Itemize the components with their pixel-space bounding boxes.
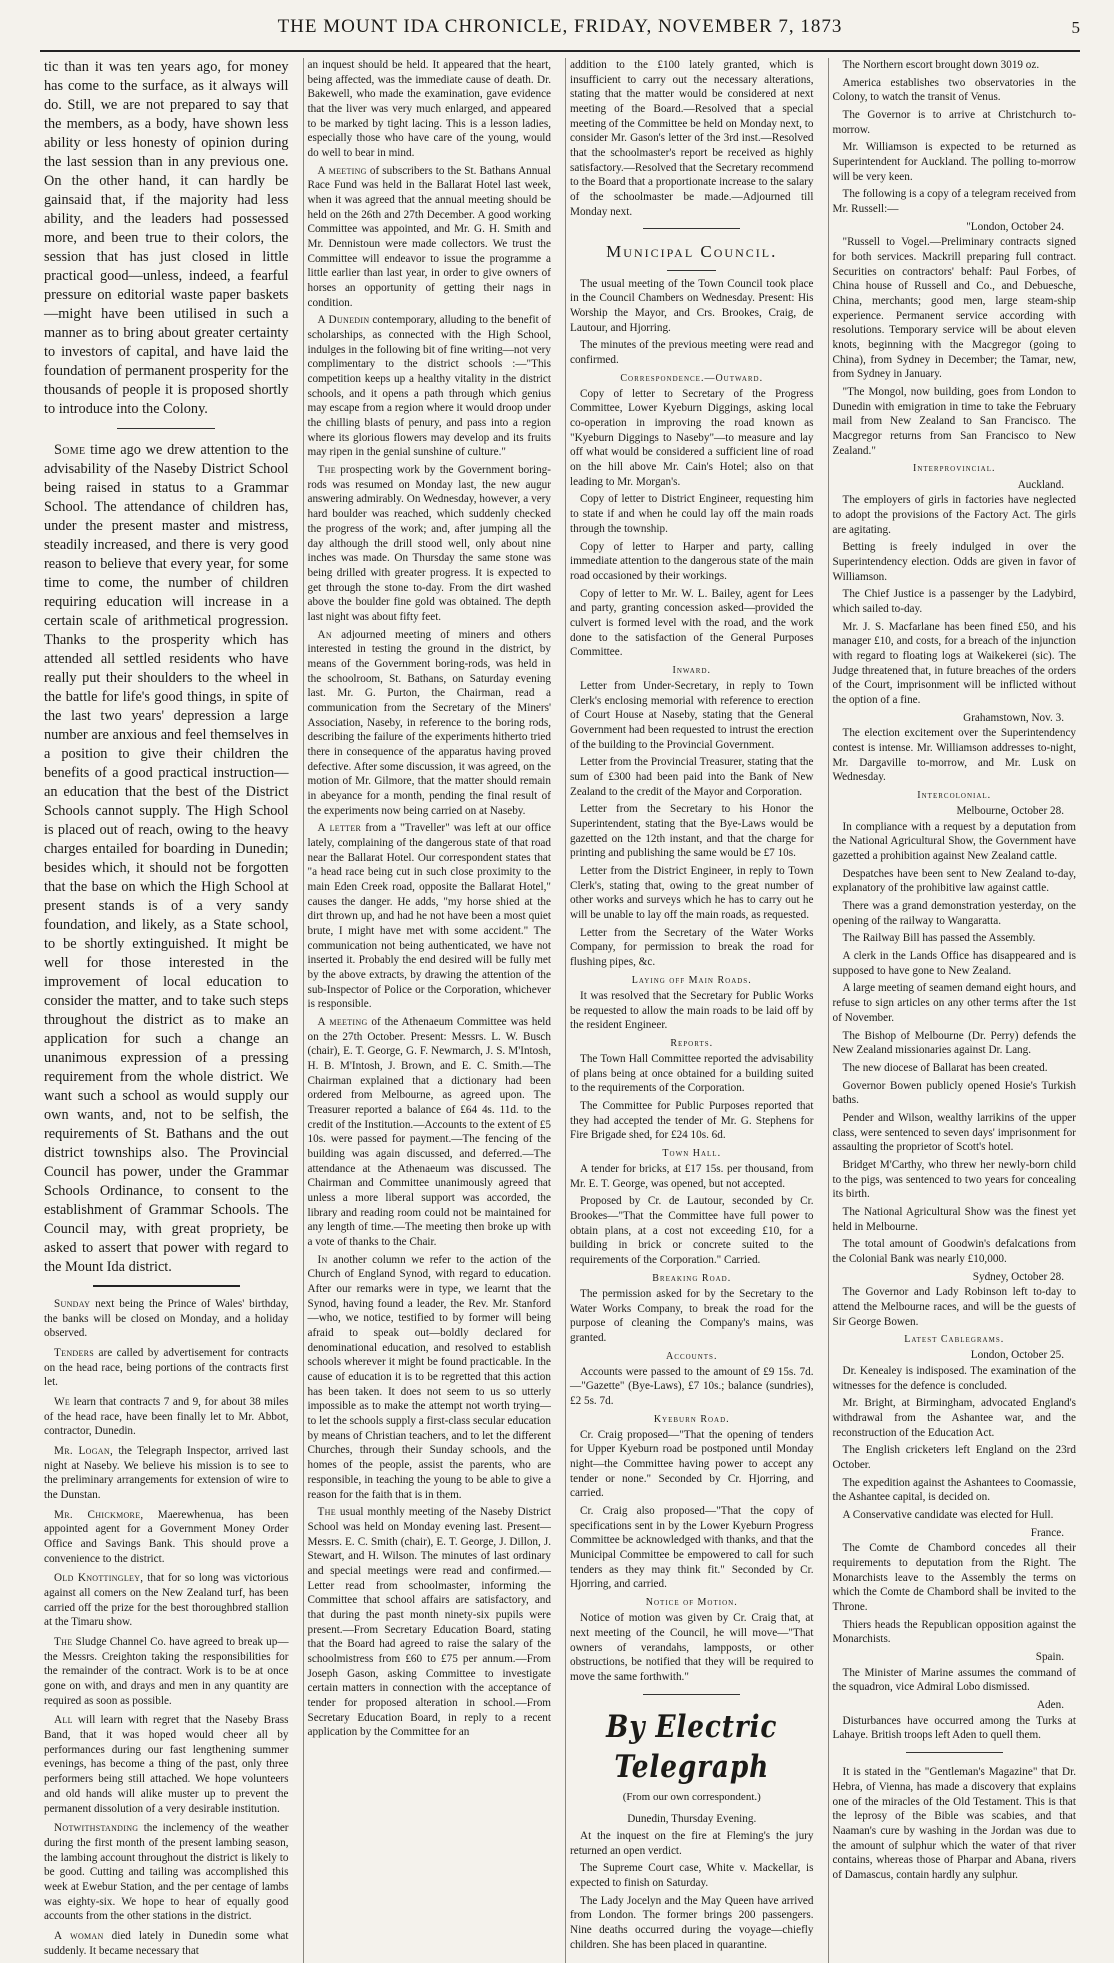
lead-word: The [317, 1506, 336, 1519]
news-item [44, 1297, 289, 1341]
column-divider [93, 1285, 240, 1287]
telegraph-item: Disturbances have occurred among the Turks at Lahaye. British troops left Aden to quell them. [832, 1714, 1076, 1742]
place-dateline: Spain. [1035, 1651, 1064, 1664]
news-text: will learn with regret that the Naseby Brass Band, that it was hoped would cheer all by performances during our fast lengthening summer evenings, has become a thing of the past, only three performers being still attached. We hope volunteers and old hands will alike muster up to prevent the permanent dissolution of a very desirable institution. [44, 1714, 289, 1815]
place-dateline: France. [1030, 1526, 1064, 1539]
report-paragraph: Cr. Craig proposed—"That the opening of tenders for Upper Kyeburn road be postponed until Monday night—the Committee having power to accept any tender or none." Seconded by Cr. Hjorring, and carried. [570, 1428, 814, 1500]
telegraph-item: The Governor is to arrive at Christchurch to-morrow. [832, 109, 1076, 136]
report-paragraph: Copy of letter to Mr. W. L. Bailey, agent for Lees and party, granting concession asked—provided the culvert is formed level with the road, and the work done to the satisfaction of the General Purposes Committee. [570, 587, 814, 659]
heading-rule [667, 270, 716, 271]
news-text: are called by advertisement for contracts on the head race, being portions of the contracts first let. [44, 1347, 289, 1389]
news-text: contemporary, alluding to the benefit of scholarships, as connected with the High School, indulges in the following bit of fine writing—not very complimentary to the district schools :—"This competition keeps up a healthy vitality in the district schools, and it opens a path through which genius may escape from a region where it would droop under the chilling blasts of penury, and pass into a region where its glorious flowers may develop and its fruits may ripen in the genial sunshine of culture." [307, 314, 551, 459]
column-4 [828, 58, 1081, 1963]
column-2 [303, 58, 556, 1963]
telegraph-item: Dr. Kenealey is indisposed. The examination of the witnesses for the defence is concluded. [832, 1365, 1076, 1392]
report-paragraph: Letter from Under-Secretary, in reply to Town Clerk's enclosing memorial with reference to erection of Court House at Naseby, stating that the General Government had been requested to intrust the erection of the building to the Provincial Government. [570, 679, 814, 751]
report-paragraph: The permission asked for by the Secretary to the Water Works Company, to break the road for the purpose of cleaning the Company's mains, was granted. [570, 1287, 814, 1344]
news-text: learn that contracts 7 and 9, for about 38 miles of the head race, have been finally let to Mr. Abbot, contractor, Dunedin. [44, 1396, 289, 1438]
news-item [44, 1508, 289, 1567]
article-paragraph: tic than it was ten years ago, for money has come to the surface, as it always will do. Still, we are not prepared to say that the members, as a body, have shown less ability or less honesty of opinion during the last session than in any previous one. On the other hand, it can hardly be gainsaid that, if the majority had less ability, and the leaders had possessed more, and been true to their colors, the session that has just closed in little practical good—unless, indeed, a fearful pressure on editorial waste paper baskets—might have been utilised in such a manner as to bring about greater certainty to investors of capital, and have laid the foundation of permanent prosperity for the thousands of people it is proposed shortly to introduce into the Colony. [44, 59, 289, 417]
news-item [308, 628, 552, 819]
news-item [44, 1821, 289, 1924]
telegraph-item: "Russell to Vogel.—Preliminary contracts signed for both services. Mackrill preparing full contract. Securities on contractors' behalf: Paul Forbes, of China house of Russell and Co., and Debuesche, China, merchants; good men, large steam-ship experience. Permanent service according with resolutions. Temporary service will be about eleven knots, beginning with the Macgregor (going to China), from Sydney in December; the Tamar, new, from Sydney in January. [832, 236, 1076, 381]
news-text: prospecting work by the Government boring-rods was resumed on Monday last, the new augur answering admirably. On Wednesday, however, a very hard boulder was reached, which suddenly checked the progress of the work; and, after jumping all the day although the drill stood well, only about nine inches was made. On Thursday the same stone was being drilled with greater progress. It is expected to get through the stone to-day. From the dirt washed above the boulder fine gold was obtained. The depth last night was about fifty feet. [307, 464, 552, 623]
news-item [308, 463, 552, 624]
article-divider [643, 1694, 740, 1695]
telegraph-item: Betting is freely indulged in over the Superintendency election. Odds are given in favor of Williamson. [832, 541, 1076, 583]
report-paragraph: A tender for bricks, at £17 15s. per thousand, from Mr. E. T. George, was opened, but not accepted. [570, 1163, 814, 1190]
page-number: 5 [1071, 18, 1080, 37]
telegraph-item: The English cricketers left England on the 23rd October. [832, 1444, 1076, 1472]
telegraph-item: The Lady Jocelyn and the May Queen have arrived from London. The former brings 200 passengers. Nine deaths occurred during the voyage—chiefly children. She has been placed in quarantine. [570, 1894, 814, 1951]
telegraph-item: Mr. J. S. Macfarlane has been fined £50, and his manager £10, and costs, for a breach of the injunction with regard to floating logs at Waikekerei (sic). The Judge threatened that, in future breaches of the orders of the Court, imprisonment will be inflicted without the option of a fine. [832, 620, 1076, 706]
news-text: from a "Traveller" was left at our office lately, complaining of the dangerous state of that road near the Ballarat Hotel. Our correspondent states that "a head race being cut in such close proximity to the main Eden Creek road, opposite the Ballarat Hotel," causes the danger. He adds, "my horse shied at the dirt thrown up, and had he not have been a most quiet brute, I might have met with some accident." The communication not being authenticated, we have not inserted it. Probably the end desired will be fully met by the above extracts, by drawing the attention of the sub-Inspector of Police or the Corporation, whichever is responsible. [307, 822, 552, 1011]
telegraph-item: Governor Bowen publicly opened Hosie's Turkish baths. [832, 1079, 1076, 1107]
lead-word: A meeting [317, 164, 367, 177]
place-dateline: Grahamstown, Nov. 3. [963, 711, 1064, 724]
dateline: Dunedin, Thursday Evening. [627, 1813, 757, 1826]
report-paragraph: Copy of letter to District Engineer, requesting him to state if and when he could lay off the main roads through the township. [570, 493, 814, 535]
telegraph-item: The expedition against the Ashantees to Coomassie, the Ashantee capital, is decided on. [832, 1476, 1076, 1504]
article-paragraph: an inquest should be held. It appeared that the heart, being affected, was the immediate cause of death. Dr. Bakewell, who made the examination, gave evidence that the liver was very much enlarged, and appeared to be marked by tight lacing. This is a lesson ladies, especially those who have care of the young, would do well to bear in mind. [307, 59, 551, 160]
place-dateline: Aden. [1036, 1699, 1064, 1712]
telegraph-item: The employers of girls in factories have neglected to adopt the provisions of the Factory Act. The girls are agitating. [832, 494, 1076, 536]
news-text: adjourned meeting of miners and others interested in testing the ground in the district, by means of the Government boring-rods, was held in the schoolroom, St. Bathans, on Saturday evening last. Mr. G. Purton, the Chairman, read a communication from the Secretary of the Miners' Association, Naseby, in reference to the boring rods, describing the failure of the experiments hitherto tried there in consequence of the apparatus having proved defective. After some discussion, it was agreed, on the motion of Mr. Gilmore, that the matter should remain in abeyance for a month, pending the final result of the experiments now being carried on at Naseby. [307, 628, 551, 817]
lead-word: A meeting [317, 1016, 368, 1028]
report-paragraph: Proposed by Cr. de Lautour, seconded by Cr. Brookes—"That the Committee have full power to obtain plans, at a cost not exceeding £10, for a building in brick or concrete suited to the requirements of the Corporation." Carried. [570, 1195, 814, 1267]
masthead [40, 8, 1080, 46]
place-dateline: London, October 25. [970, 1349, 1064, 1362]
news-item [44, 1635, 289, 1708]
telegraph-item: The Minister of Marine assumes the command of the squadron, vice Admiral Lobo dismissed. [832, 1666, 1076, 1694]
report-paragraph: Copy of letter to Harper and party, calling immediate attention to the dangerous state of the main road occasioned by their workings. [570, 540, 814, 582]
telegraph-item: The total amount of Goodwin's defalcations from the Colonial Bank was nearly £10,000. [832, 1238, 1076, 1265]
article-divider [906, 1752, 1003, 1753]
telegraph-item: The Northern escort brought down 3019 oz. [842, 59, 1040, 71]
news-text: the Telegraph Inspector, arrived last night at Naseby. We believe his mission is to see to the preliminary arrangements for extension of wire to the Dunstan. [44, 1445, 289, 1502]
telegraph-item: Pender and Wilson, wealthy larrikins of the upper class, were sentenced to seven days' imprisonment for assaulting the proprietor of Scott's hotel. [832, 1111, 1076, 1154]
report-paragraph: Cr. Craig also proposed—"That the copy of specifications sent in by the Lower Kyeburn Progress Committee be acknowledged with thanks, and that the Municipal Committee be empowered to call for such tenders as they may think fit." Seconded by Cr. Hjorring, and carried. [570, 1505, 814, 1591]
telegraph-item: The election excitement over the Superintendency contest is intense. Mr. Williamson addresses to-night, Mr. Dargaville to-morrow, and Mr. Lusk on Wednesday. [832, 727, 1076, 784]
telegraph-item: The Chief Justice is a passenger by the Ladybird, which sailed to-day. [832, 588, 1076, 615]
newspaper-title: THE MOUNT IDA CHRONICLE, FRIDAY, NOVEMBER 7, 1873 [277, 16, 843, 37]
masthead-rule [40, 50, 1080, 52]
report-paragraph: Letter from the District Engineer, in reply to Town Clerk's, stating that, owing to the great number of other works and surveys which he has to carry out he will be unable to lay off the main roads, as requested. [570, 865, 814, 922]
report-paragraph: Notice of motion was given by Cr. Craig that, at next meeting of the Council, he will move—"That owners of verandahs, lampposts, or other obstructions, be notified that they will be required to move the same forthwith." [570, 1612, 814, 1683]
telegraph-item: The Governor and Lady Robinson left to-day to attend the Melbourne races, and will be the guests of Sir George Bowen. [832, 1286, 1076, 1328]
lead-word: Notwithstanding [54, 1822, 139, 1835]
lead-word: Mr. Logan, [54, 1445, 114, 1458]
subheading: Notice of Motion. [645, 1597, 738, 1609]
telegraph-item: Mr. Bright, at Birmingham, advocated England's withdrawal from the Ashantee war, and the reconstruction of the Education Act. [832, 1397, 1076, 1439]
report-paragraph: The Town Hall Committee reported the advisability of plans being at once obtained for a building suited to the requirements of the Corporation. [570, 1052, 814, 1095]
telegraph-item: America establishes two observatories in the Colony, to watch the transit of Venus. [832, 76, 1076, 104]
news-item [308, 164, 552, 311]
report-paragraph: Letter from the Secretary of the Water Works Company, for permission to break the road for flushing pipes, &c. [570, 926, 814, 969]
report-paragraph: Letter from the Secretary to his Honor the Superintendent, stating that the Bye-Laws would be gazetted on the 12th instant, and that the charge for printing and publishing the same would be £7 10s. [570, 803, 814, 860]
subheading: Kyeburn Road. [653, 1413, 730, 1425]
lead-word: An [317, 628, 332, 641]
lead-word: Tenders [54, 1347, 95, 1360]
report-paragraph: The Committee for Public Purposes reported that they had accepted the tender of Mr. G. Stephens for Fire Brigade shed, for £24 10s. 6d. [570, 1099, 814, 1142]
place-dateline: Auckland. [1017, 478, 1064, 491]
telegraph-item: The National Agricultural Show was the finest yet held in Melbourne. [832, 1205, 1076, 1233]
report-paragraph: Letter from the Provincial Treasurer, stating that the sum of £300 had been paid into the Bank of New Zealand to the credit of the Mayor and Corporation. [570, 756, 814, 798]
news-text: Sludge Channel Co. have agreed to break up—the Messrs. Creighton taking the responsibilities for the remainder of the contract. Work is to be at once gone on with, and drays and men in any quantity are required as soon as possible. [44, 1636, 289, 1707]
column-3 [565, 58, 818, 1963]
telegraph-item: The Bishop of Melbourne (Dr. Perry) defends the New Zealand missionaries against Dr. Lang. [832, 1029, 1076, 1057]
news-text: died lately in Dunedin some what suddenly. It became necessary that [44, 1929, 289, 1957]
subheading: Inward. [672, 664, 711, 676]
lead-word: The [54, 1636, 73, 1649]
news-text: next being the Prince of Wales' birthday, the banks will be closed on Monday, and a holiday observed. [44, 1298, 289, 1340]
lead-word: We [54, 1396, 71, 1409]
news-item [308, 821, 552, 1012]
telegraph-item: There was a grand demonstration yesterday, on the opening of the railway to Wangaratta. [832, 900, 1076, 927]
news-item [44, 1444, 289, 1503]
column-1 [40, 58, 293, 1963]
lead-word: Old Knottingley, [54, 1572, 144, 1585]
report-paragraph: The minutes of the previous meeting were read and confirmed. [570, 339, 814, 367]
subheading: Interprovincial. [913, 463, 996, 475]
news-text: Maerewhenua, has been appointed agent for a Government Money Order Office and Savings Bank. This should prove a convenience to the district. [44, 1508, 289, 1565]
news-item [44, 1346, 289, 1390]
telegraph-byline: (From our own correspondent.) [622, 1790, 761, 1803]
place-dateline: Melbourne, October 28. [956, 805, 1064, 818]
report-paragraph: Accounts were passed to the amount of £9 15s. 7d.—"Gazette" (Bye-Laws), £7 10s.; balance (sundries), £2 5s. 7d. [570, 1365, 814, 1407]
report-paragraph: The usual meeting of the Town Council took place in the Council Chambers on Wednesday. Present: His Worship the Mayor, and Crs. Brookes, Craig, de Lautour, and Hjorring. [570, 277, 814, 334]
telegraph-item: The Comte de Chambord concedes all their requirements to deputation from the Right. The Monarchists leave to the Assembly the terms on which the Comte de Chambord shall be invited to the Throne. [832, 1542, 1076, 1614]
telegraph-item: In compliance with a request by a deputation from the National Agricultural Show, the Government have gazetted a prohibition against New Zealand cattle. [832, 820, 1076, 863]
telegraph-item: Mr. Williamson is expected to be returned as Superintendent for Auckland. The polling to-morrow will be very keen. [832, 141, 1076, 183]
article-divider [643, 228, 740, 229]
news-text: that for so long was victorious against all comers on the New Zealand turf, has been carried off the prize for the best thoroughbred stallion at the Timaru show. [44, 1572, 289, 1629]
subheading: Intercolonial. [917, 790, 992, 801]
telegraph-item: Despatches have been sent to New Zealand to-day, explanatory of the prohibitive law against cattle. [832, 867, 1076, 895]
article-paragraph: It is stated in the "Gentleman's Magazine" that Dr. Hebra, of Vienna, has made a discovery that explains one of the miracles of the Old Testament. This is that the leprosy of the Bible was scabies, and that Naaman's cure by washing in the Jordan was due to the amount of sulphur which the water of that river contains, whereas those of Pharpar and Abana, rivers of Damascus, contain hardly any sulphur. [832, 1766, 1076, 1881]
article-paragraph: addition to the £100 lately granted, which is insufficient to carry out the necessary alterations, stating that the matter would be considered at next meeting of the Board.—Resolved that a special meeting of the Committee be held on Monday next, to consider Mr. Gason's letter of the 3rd inst.—Resolved that the schoolmaster's report be received as highly satisfactory.—Resolved that the Secretary recommend to the Board that a proportionate increase to the salary of the schoolmaster be made.—Adjourned till Monday next. [570, 59, 814, 218]
news-text: usual monthly meeting of the Naseby District School was held on Monday evening last. Present—Messrs. E. C. Smith (chair), E. T. George, J. Dillon, J. Stewart, and H. Wilson. The minutes of last ordinary and special meetings were read and confirmed.—Letter read from schoolmaster, informing the Committee that school affairs are satisfactory, and that during the past month ninety-six pupils were present.—From Secretary Education Board, stating that the Board had agreed to raise the salary of the schoolmistress from £60 to £75 per annum.—From Joseph Gason, asking Committee to investigate certain matters in connection with the acceptance of tender for proposed alteration in school.—From Secretary Education Board, in reply to a recent application by the Committee for an [307, 1506, 552, 1739]
section-heading: Municipal Council. [606, 242, 778, 262]
lead-word: All [54, 1714, 73, 1727]
telegraph-item: Thiers heads the Republican opposition against the Monarchists. [832, 1618, 1076, 1646]
telegraph-item: The Supreme Court case, White v. Mackellar, is expected to finish on Saturday. [570, 1862, 814, 1889]
telegraph-banner: By Electric Telegraph [606, 1708, 778, 1786]
subheading: Correspondence.—Outward. [620, 372, 764, 384]
news-item [308, 1505, 552, 1740]
subheading: Accounts. [666, 1350, 718, 1362]
news-item [308, 1253, 552, 1502]
paragraph-text: time ago we drew attention to the advisability of the Naseby District School being raised in status to a Grammar School. The attendance of children has, under the present master and mistress, steadily increased, and there is very good reason to believe that every year, for some time to come, the number of children requiring education will increase in a certain scale of arithmetical progression. Thanks to the prosperity which has attended all settled residents who have really put their shoulders to the wheel in the battle for life's good things, in spite of the last two years' depression a large number are anxious and feel themselves in a position to give their children the benefits of a good practical instruction—an education that the best of the District Schools cannot supply. The High School is placed out of reach, owing to the heavy charges entailed for boarding in Dunedin; besides which, it should not be forgotten that the base on which the High School at present stands is of a very sandy foundation, and likely, as a State school, to be shortly extinguished. It might be well for those interested in the improvement of local education to consider the matter, and to take such steps throughout the district as to make an application for such a change an unanimous expression of a pressing requirement from the whole district. We want such a school as would supply our own wants, and, not to be selfish, the requirements of St. Bathans and the out district townships also. The Provincial Council has power, under the Grammar Schools Ordinance, to consent to the establishment of Grammar Schools. The Council may, with great propriety, be asked to assert that power with regard to the Mount Ida district. [44, 442, 289, 1275]
place-dateline: "London, October 24. [966, 220, 1064, 233]
page-columns [40, 58, 1080, 1957]
news-text: another column we refer to the action of the Church of England Synod, with regard to education. After our remarks were in type, we learnt that the Synod, having found a leader, the Rev. Mr. Stanford—who, we notice, testified to by former will being afraid to speak out—boldly declared for denominational education, and resolved to establish schools wherever it might be found practicable. In the cause of education it is to be regretted that this action has been taken. It does not seem to us so utterly impossible as to make the attempt not worth trying—to let the schools supply a first-class secular education by means of Christian teachers, and to let the different Churches, through their Sunday schools, and the homes of the people, assist the parents, who are responsible, in teaching the young to be able to give a reason for the faith that is in them. [307, 1253, 552, 1501]
report-paragraph: Copy of letter to Secretary of the Progress Committee, Lower Kyeburn Diggings, asking local co-operation in improving the road known as "Kyeburn Diggings to Naseby"—to measure and lay off what would be considered a sufficient line of road on the hill above Mr. Cain's Hotel; also on that leading to Mr. Morgan's. [570, 387, 814, 488]
news-item [44, 1929, 289, 1958]
telegraph-item: The new diocese of Ballarat has been created. [842, 1061, 1048, 1074]
article-divider [117, 428, 215, 429]
lead-word: Some [54, 442, 86, 458]
local-news [44, 1297, 289, 1958]
telegraph-item: The Railway Bill has passed the Assembly. [842, 932, 1036, 945]
news-item [308, 1015, 552, 1250]
telegraph-item: Bridget M'Carthy, who threw her newly-born child to the pigs, was sentenced to two years for concealing its birth. [832, 1158, 1076, 1201]
subheading: Reports. [670, 1037, 714, 1049]
subheading: Latest Cablegrams. [904, 1334, 1005, 1346]
lead-word: Mr. Chickmore, [54, 1508, 144, 1521]
telegraph-item: At the inquest on the fire at Fleming's the jury returned an open verdict. [570, 1829, 814, 1857]
news-text: of the Athenaeum Committee was held on the 27th October. Present: Messrs. L. W. Busch (chair), E. T. George, G. F. Newmarch, J. S. M'Intosh, H. B. M'Intosh, J. Brown, and E. C. Smith.—The Chairman explained that a dictionary had been ordered from Melbourne, as agreed upon. The Treasurer reported a balance of £64 4s. 11d. to the credit of the Institution.—Accounts to the extent of £5 10s. were passed for payment.—The fencing of the building was again discussed, and deferred.—The attendance at the Athenaeum was discussed. The Chairman and Committee unanimously agreed that unless a more liberal support was accorded, the library and reading room could not be maintained for any length of time.—The meeting then broke up with a vote of thanks to the Chair. [307, 1016, 552, 1249]
news-item [44, 1395, 289, 1439]
lead-word: A Dunedin [317, 314, 370, 327]
telegraph-item: A clerk in the Lands Office has disappeared and is supposed to have gone to New Zealand. [832, 950, 1076, 977]
place-dateline: Sydney, October 28. [972, 1270, 1064, 1283]
lead-word: A woman [54, 1929, 104, 1942]
subheading: Breaking Road. [652, 1272, 732, 1284]
news-item [308, 313, 552, 460]
article-paragraph [44, 441, 289, 1277]
news-text: the inclemency of the weather during the first month of the present lambing season, the lambing account throughout the district is likely to be good. Cutting and tailing was accomplished this week at Ewebur Station, and the per centage of lambs was eighty-six. We hope to hear of equally good accounts from the other stations in the district. [44, 1822, 289, 1923]
news-text: of subscribers to the St. Bathans Annual Race Fund was held in the Ballarat Hotel last week, when it was agreed that the annual meeting should be held on the 26th and 27th December. A good working Committee was appointed, and Mr. G. H. Smith and Mr. Dennistoun were made collectors. We trust the Committee will endeavor to issue the programme a little earlier than last year, in order to give owners of horses an opportunity of getting their nags in condition. [307, 164, 552, 309]
telegraph-item: The following is a copy of a telegram received from Mr. Russell:— [832, 188, 1076, 216]
telegraph-item: A Conservative candidate was elected for Hull. [842, 1509, 1054, 1522]
subheading: Town Hall. [662, 1147, 722, 1159]
lead-word: The [317, 464, 336, 477]
telegraph-item: A large meeting of seamen demand eight hours, and refuse to sign articles on any other terms after the 1st of November. [832, 982, 1076, 1024]
telegraph-item: "The Mongol, now building, goes from London to Dunedin with emigration in time to take the February mail from New Zealand to San Francisco. The Macgregor returns from San Francisco to New Zealand." [832, 386, 1076, 457]
subheading: Laying off Main Roads. [631, 974, 752, 986]
lead-word: Sunday [54, 1298, 91, 1310]
news-item [44, 1713, 289, 1816]
lead-word: A letter [317, 822, 362, 835]
report-paragraph: It was resolved that the Secretary for Public Works be requested to allow the main roads to be laid off by the resident Engineer. [570, 989, 814, 1032]
news-item [44, 1571, 289, 1630]
lead-word: In [317, 1253, 328, 1266]
